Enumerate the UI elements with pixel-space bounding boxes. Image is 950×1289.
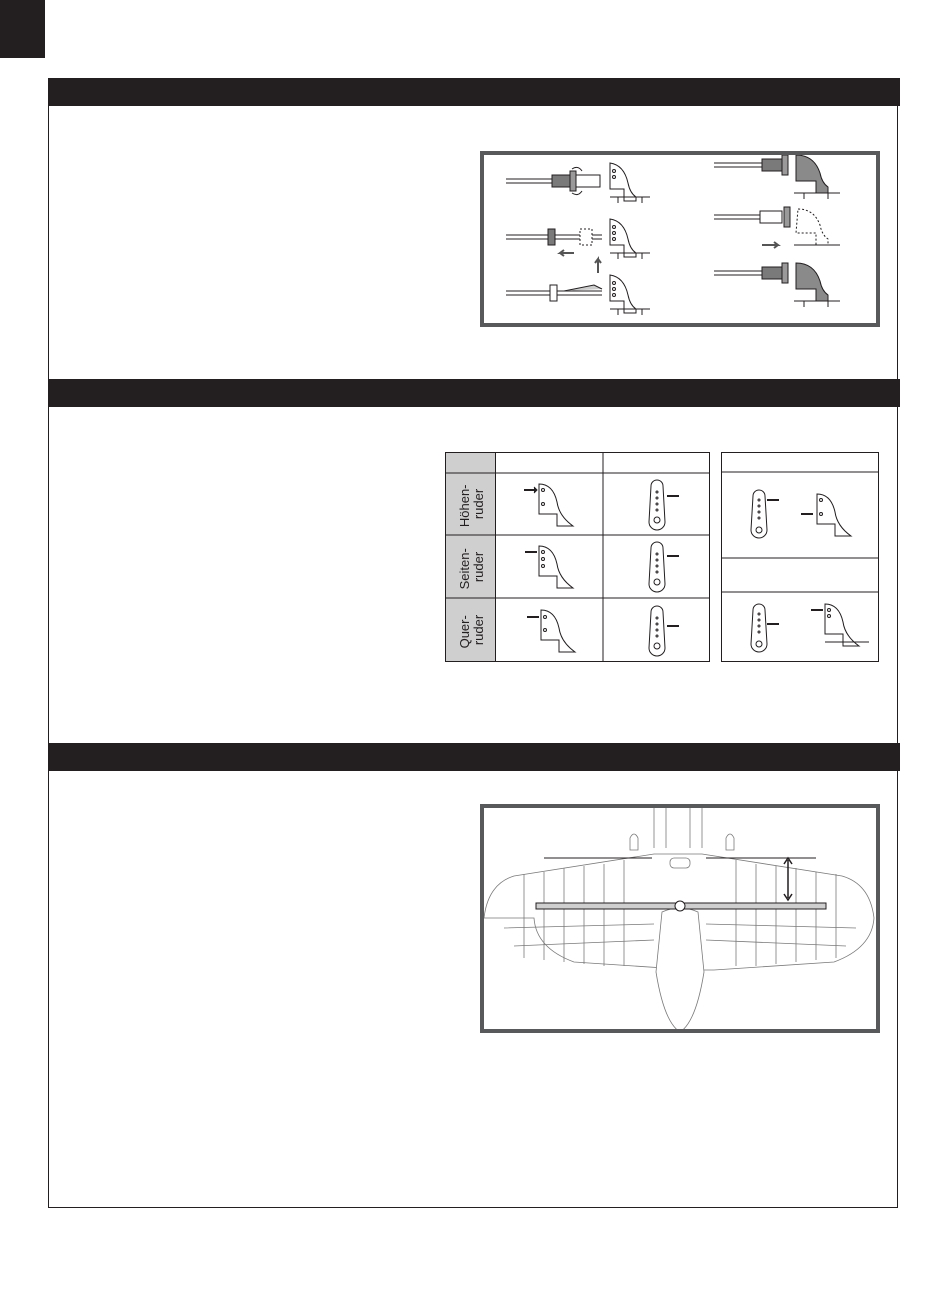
section-3-header-bar — [48, 743, 900, 771]
row-label-seitenruder: Seiten- ruder — [457, 548, 486, 590]
page-corner-tab — [0, 0, 45, 58]
clevis-step-1-illustration — [506, 163, 650, 203]
control-horn-table — [445, 452, 710, 662]
section-2-header-bar — [48, 379, 900, 407]
clevis-installed-illustration — [714, 155, 840, 199]
row-label-hoehenruder: Höhen- ruder — [457, 484, 486, 528]
wing-dihedral-figure — [480, 804, 880, 1033]
clevis-final-illustration — [714, 263, 840, 307]
clevis-step-3-illustration — [506, 275, 650, 315]
clevis-step-2-illustration — [506, 219, 650, 259]
row-label-querruder: Quer- ruder — [457, 614, 486, 649]
alternate-setup-figure — [721, 452, 879, 662]
section-1-header-bar — [48, 78, 900, 106]
clevis-slide-illustration — [714, 207, 840, 245]
clevis-installation-figure — [480, 151, 880, 327]
